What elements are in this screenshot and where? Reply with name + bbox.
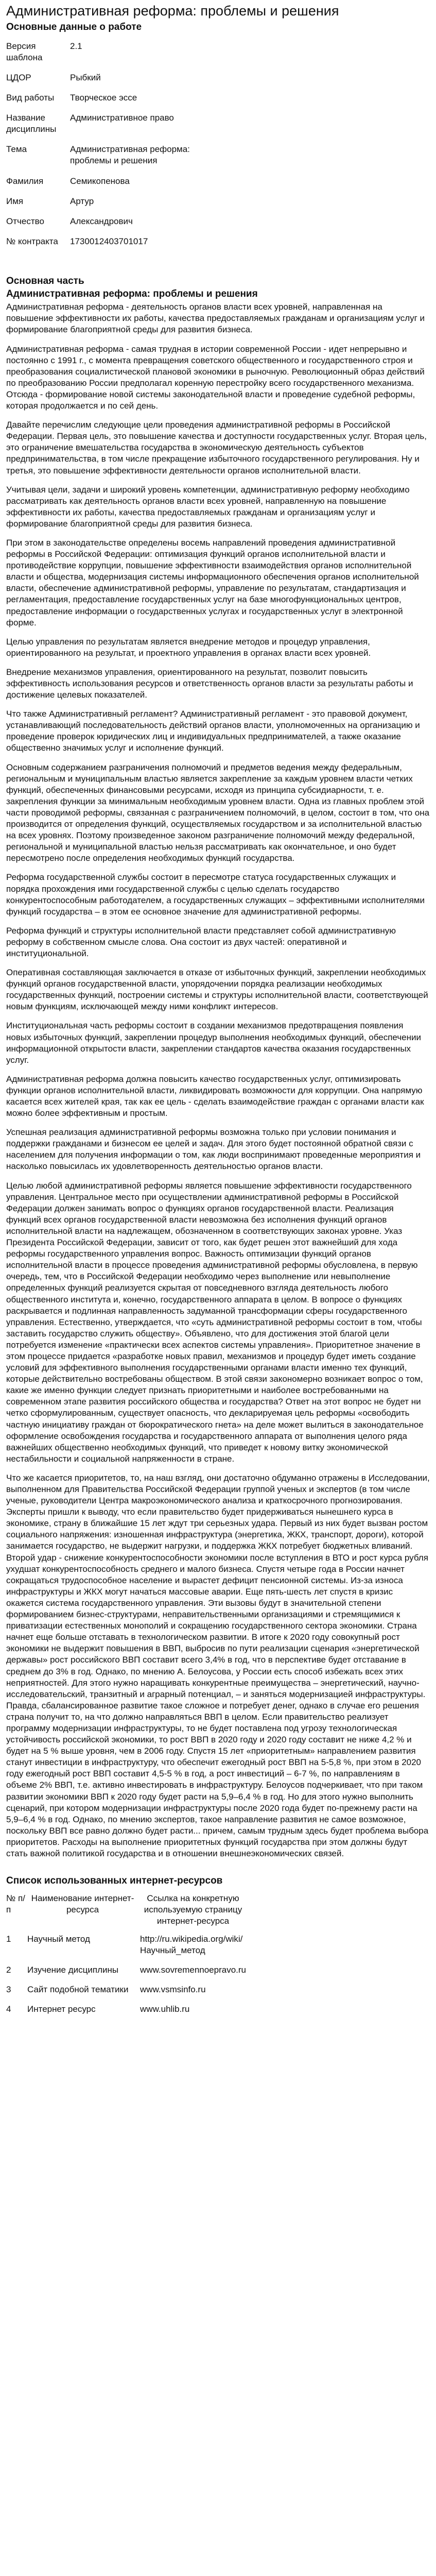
essay-body [6,301,430,1859]
meta-key: Фамилия [6,176,44,186]
meta-row [6,142,219,174]
column-header-name: Наименование интернет-ресурса [31,1893,134,1914]
table-row [6,2002,248,2022]
paragraph: Внедрение механизмов управления, ориентированного на результат, позволит повысить эффективность использования ресурсов и ответственность органов власти за результаты работы и достижение целевых показателей. [6,667,413,700]
table-row [6,1932,248,1963]
table-row [6,1982,248,2002]
meta-value: Административная реформа: проблемы и решения [70,144,190,166]
meta-value: 1730012403701017 [70,236,148,246]
resource-url-cell [140,1982,248,2002]
meta-key: ЦДОР [6,72,31,82]
column-header-number: № п/п [6,1893,25,1914]
resource-url-cell [140,1932,248,1963]
resource-url-cell [140,2002,248,2022]
paragraph: Административная реформа - деятельность органов власти всех уровней, направленная на повышение эффективности их работы, качества предоставляемых гражданам и организациям услуг и формирование благоприятной среды для развития бизнеса. [6,302,425,335]
main-part-title: Основная часть [6,275,84,286]
resource-name: Научный метод [27,1934,90,1944]
work-metadata-table [6,39,219,255]
meta-row [6,71,219,91]
meta-value: Рыбкий [70,72,101,82]
meta-value: Семикопенова [70,176,130,186]
resource-name: Изучение дисциплины [27,1965,119,1975]
meta-key: Название дисциплины [6,113,57,134]
meta-value: Административное право [70,113,174,123]
paragraph: Институциональная часть реформы состоит в создании механизмов предотвращения появления новых избыточных функций, закреплении процедур выполнения необходимых функций, обеспечении информационной открытости власти, закреплении стандартов качества оказания государственных услуг. [6,1021,422,1065]
resource-name: Интернет ресурс [27,2004,96,2014]
meta-row [6,91,219,111]
meta-key: № контракта [6,236,58,246]
paragraph: Административная реформа должна повысить качество государственных услуг, оптимизировать функции органов исполнительной власти, ликвидировать возможности для коррупции. Она напрямую касается всех жителей края, так как ее цель - сделать взаимодействие граждан с органами власти как можно более эффективным и простым. [6,1074,424,1118]
meta-value: Творческое эссе [70,93,137,103]
paragraph: Основным содержанием разграничения полномочий и предметов ведения между федеральным, региональным и муниципальным властью является закрепление за каждым уровнем власти четких функций, обеспеченных финансовыми ресурсами, исходя из принципа субсидиарности, т. е. закрепления функции за минимальным необходимым уровнем власти. Одна из главных проблем этой части проводимой реформы, связанная с разграничением полномочий, в целом, состоит в том, что она производится от определения функций, осуществляемых государством и за исполнительной властью на всех уровнях. Поэтому произведенное законом разграничение полномочий между федеральной, региональной и муниципальной властью нельзя рассматривать как окончательное, и оно будет пересмотрено после определения необходимых функций государства. [6,762,430,863]
column-header-url: Ссылка на конкретную используемую страницу интернет-ресурса [144,1893,242,1926]
resource-name: Сайт подобной тематики [27,1985,129,1995]
resource-link[interactable]: www.vsmsinfo.ru [140,1985,206,1995]
paragraph: При этом в законодательстве определены восемь направлений проведения административной реформы в Российской Федерации: оптимизация функций органов исполнительной власти и противодействие коррупции, повышение эффективности взаимодействия органов исполнительной власти и общества, модернизация системы информационного обеспечения органов исполнительной власти, обеспечение административной реформы, управление по результатам, стандартизация и регламентация, предоставление государственных услуг на базе многофункциональных центров, предоставление информации о государственных услугах и государственных услуг в электронной форме. [6,537,419,628]
document-title: Административная реформа: проблемы и решения [6,3,339,19]
paragraph: Что также Административный регламент? Административный регламент - это правовой документ, устанавливающий последовательность действий органов власти, уполномоченных на организацию и проведение проверок юридических лиц и индивидуальных предпринимателей, а также оказание общественно значимых услуг и исполнение функций. [6,709,420,753]
meta-row [6,39,219,71]
resource-number: 2 [6,1965,11,1975]
resource-url-cell [140,1963,248,1982]
resource-number: 1 [6,1934,11,1944]
resource-number: 4 [6,2004,11,2014]
meta-row [6,234,219,255]
meta-row [6,111,219,142]
meta-key: Отчество [6,216,44,226]
meta-row [6,174,219,194]
meta-row [6,194,219,214]
meta-key: Вид работы [6,93,55,103]
resource-link[interactable]: www.sovremennoepravo.ru [140,1965,246,1975]
paragraph: Что же касается приоритетов, то, на наш взгляд, они достаточно обдуманно отражены в Исследовании, выполненном для Правительства Российской Федерации группой ученых и экспертов (в том числе ученые, руководители Центра макроэкономического анализа и краткосрочного прогнозирования. Эксперты пришли к выводу, что если правительство будет придерживаться нынешнего курса в экономике, страну в ближайшие 15 лет ждут три серьезных удара. Первый из них будет вызван ростом социального напряжения: изношенная инфраструктура (энергетика, ЖКХ, транспорт, дороги), которой занимается государство, не выдержит нагрузки, и поддержка ЖКХ потребует бюджетных вливаний. Второй удар - снижение конкурентоспособности экономики после вступления в ВТО и рост курса рубля ухудшат конкурентоспособность среднего и малого бизнеса. Спустя четыре года в России начнет сокращаться трудоспособное население и вырастет дефицит пенсионной системы. Из-за износа инфраструктуры и ЖКХ могут начаться массовые аварии. Еще пять-шесть лет спустя в кризис окажется система государственного управления. Эти вызовы будут в значительной степени формированием бизнес-структурами, неправительственными организациями и стремящимися к приватизации естественных монополий и сокращению государственного сектора экономики. Страна начнет еще больше отставать в технологическом развитии. В итоге к 2020 году совокупный рост экономики не выдержит повышения в ВВП, выбросив по пути реализации сценария «энергетической державы» рост российского ВВП составит всего 3,4% в год, что в перспективе будет отставание в среднем до 3% в год. Однако, по мнению А. Белоусова, у России есть способ избежать всех этих неприятностей. Для этого нужно наращивать конкурентные преимущества – энергетический, научно-исследовательский, транзитный и аграрный потенциал, – и заняться модернизацией инфраструктуры. Правда, сбалансированное развитие такое сложное и потребует денег, однако в случае его решения страна получит то, на что должно направляться ВВП в целом. Если правительство реализует программу модернизации инфраструктуры, то не будет поставлена под угрозу технологическая устойчивость российской экономики, то рост ВВП в 2020 году и 2020 году составит не ниже 4,2 % и будет на 5 % выше уровня, чем в 2006 году. Спустя 15 лет «приоритетным» направлением развития станут инвестиции в инфраструктуру, что обеспечит ежегодный рост ВВП на 5-5,8 %, при этом в 2020 году ежегодный рост ВВП составит 4,5-5 % в год, а рост инвестиций – 6-7 %, по направлениям в объеме 2% ВВП, т.е. активно инвестировать в инфраструктуру. Белоусов подчеркивает, что при таком развитии экономики ВВП к 2020 году будет расти на 5,9–6,4 % в год. Но для этого нужно выполнить сценарий, при котором модернизации инфраструктуры после 2020 года будет по-прежнему расти на 5,9–6,4 % в год. Однако, по мнению экспертов, такое направление развития не самое возможное, поскольку ВВП все равно должно будет расти... причем, самым трудным здесь будет проблема выбора приоритетов. Расходы на выполнение приоритетных функций государства при этом должны будут стать важной политикой государства и в отношении внешнеэкономических связей. [6,1472,430,1858]
internet-resources-table [6,1892,248,2022]
resource-link[interactable]: http://ru.wikipedia.org/wiki/Научный_метод [140,1934,243,1956]
meta-row [6,214,219,234]
paragraph: Оперативная составляющая заключается в отказе от избыточных функций, закреплении необходимых функций органов государственной власти, упорядочении порядка реализации необходимых государственных функций, построении системы и структуры исполнительной власти, соответствующей новым функциям, исключающей между ними конфликт интересов. [6,968,428,1012]
internet-resources-title: Список использованных интернет-ресурсов [6,1875,223,1887]
paragraph: Давайте перечислим следующие цели проведения административной реформы в Российской Федерации. Первая цель, это повышение качества и доступности государственных услуг. Вторая цель, это ограничение вмешательства государства в экономическую деятельность субъектов предпринимательства, в том числе прекращение избыточного государственного регулирования. Ну и третья, это повышение эффективности деятельности органов исполнительной власти. [6,420,427,476]
meta-key: Имя [6,196,24,206]
meta-value: 2.1 [70,41,82,51]
paragraph: Учитывая цели, задачи и широкий уровень компетенции, административную реформу необходимо рассматривать как деятельность органов власти всех уровней, направленную на повышение эффективности их работы, качества предоставляемых гражданам и организациям услуг и формирование благоприятной среды для развития бизнеса. [6,484,410,529]
meta-value: Александрович [70,216,133,226]
resource-link[interactable]: www.uhlib.ru [140,2004,190,2014]
table-header-row [6,1892,248,1932]
table-row [6,1963,248,1982]
paragraph: Административная реформа - самая трудная в истории современной России - идет непрерывно и постоянно с 1991 г., с момента превращения советского общественного и государственного строя и преобразования социалистической плановой экономики в рыночную. Революционный образ действий по преобразованию России предполагал коренную перестройку всего государственного механизма. Отсюда - формирование новой системы законодательной власти и проведение судебной реформы, которая продолжается и по сей день. [6,344,425,411]
meta-key: Тема [6,144,27,155]
meta-value: Артур [70,196,94,206]
paragraph: Целью любой административной реформы является повышение эффективности государственного управления. Центральное место при осуществлении административной реформы в Российской Федерации должен занимать вопрос о функциях органов государственной власти. Реализация функций всех органов государственной власти невозможна без исполнения функций органов исполнительной власти на надлежащем, обозначенном в соответствующих законах уровне. Указ Президента Российской Федерации, зависит от того, как будет решен этот важнейший для хода реформы государственного управления вопрос. Важность оптимизации функций органов исполнительной власти в процессе проведения административной реформы обусловлена, в первую очередь, тем, что в Российской Федерации необходимо через выполнение или невыполнение определенных функций реализуется скрытая от повседневного взгляда деятельность любого общественного института и, конечно, государственного аппарата в целом. В вопросе о функциях раскрывается и подлинная направленность задуманной трансформации сферы государственного управления. Естественно, утверждается, что «суть административной реформы состоит в том, чтобы заставить государство служить обществу». Объявлено, что для достижения этой благой цели потребуется изменение «практически всех аспектов системы управления». Приоритетное значение в этом процессе придается «разработке новых правил, механизмов и процедур будет иметь создание условий для эффективного выполнения государственными органами власти именно тех функций, которые действительно востребованы обществом. В этой связи закономерно возникает вопрос о том, какие же именно функции следует признать приоритетными и наиболее востребованными на современном этапе развития российского общества и государства? Ответ на этот вопрос не будет ни четко сформулированным, существует опасность, что декларируемая цель реформы «освободить частную инициативу граждан от бюрократического гнета» на деле может вылиться в законодательное оформление освобождения государства и государственного аппарата от выполнения целого ряда важнейших общественно необходимых функций, что приведет к новому витку экономической нестабильности и социальной напряженности в стране. [6,1180,424,1464]
section-title-basic-data: Основные данные о работе [6,22,142,33]
resource-number: 3 [6,1985,11,1995]
meta-key: Версия шаблона [6,41,43,62]
main-subtitle: Административная реформа: проблемы и решения [6,288,258,299]
paragraph: Целью управления по результатам является внедрение методов и процедур управления, ориентированного на результат, и проектного управления в органах власти всех уровней. [6,636,371,658]
paragraph: Реформа функций и структуры исполнительной власти представляет собой административную реформу в собственном смысле слова. Она состоит из двух частей: оперативной и институциональной. [6,925,396,958]
paragraph: Реформа государственной службы состоит в пересмотре статуса государственных служащих и порядка прохождения ими государственной службы с целью сделать государство конкурентоспособным работодателем, а государственных служащих – эффективными исполнителями функций государства – в этом ее основное значение для административной реформы. [6,872,425,917]
paragraph: Успешная реализация административной реформы возможна только при условии понимания и поддержки гражданами и бизнесом ее целей и задач. Для этого будет постоянной обратной связи с населением для получения информации о том, как люди воспринимают проведенные мероприятия и насколько повысилась их удовлетворенность деятельностью органов власти. [6,1127,421,1172]
